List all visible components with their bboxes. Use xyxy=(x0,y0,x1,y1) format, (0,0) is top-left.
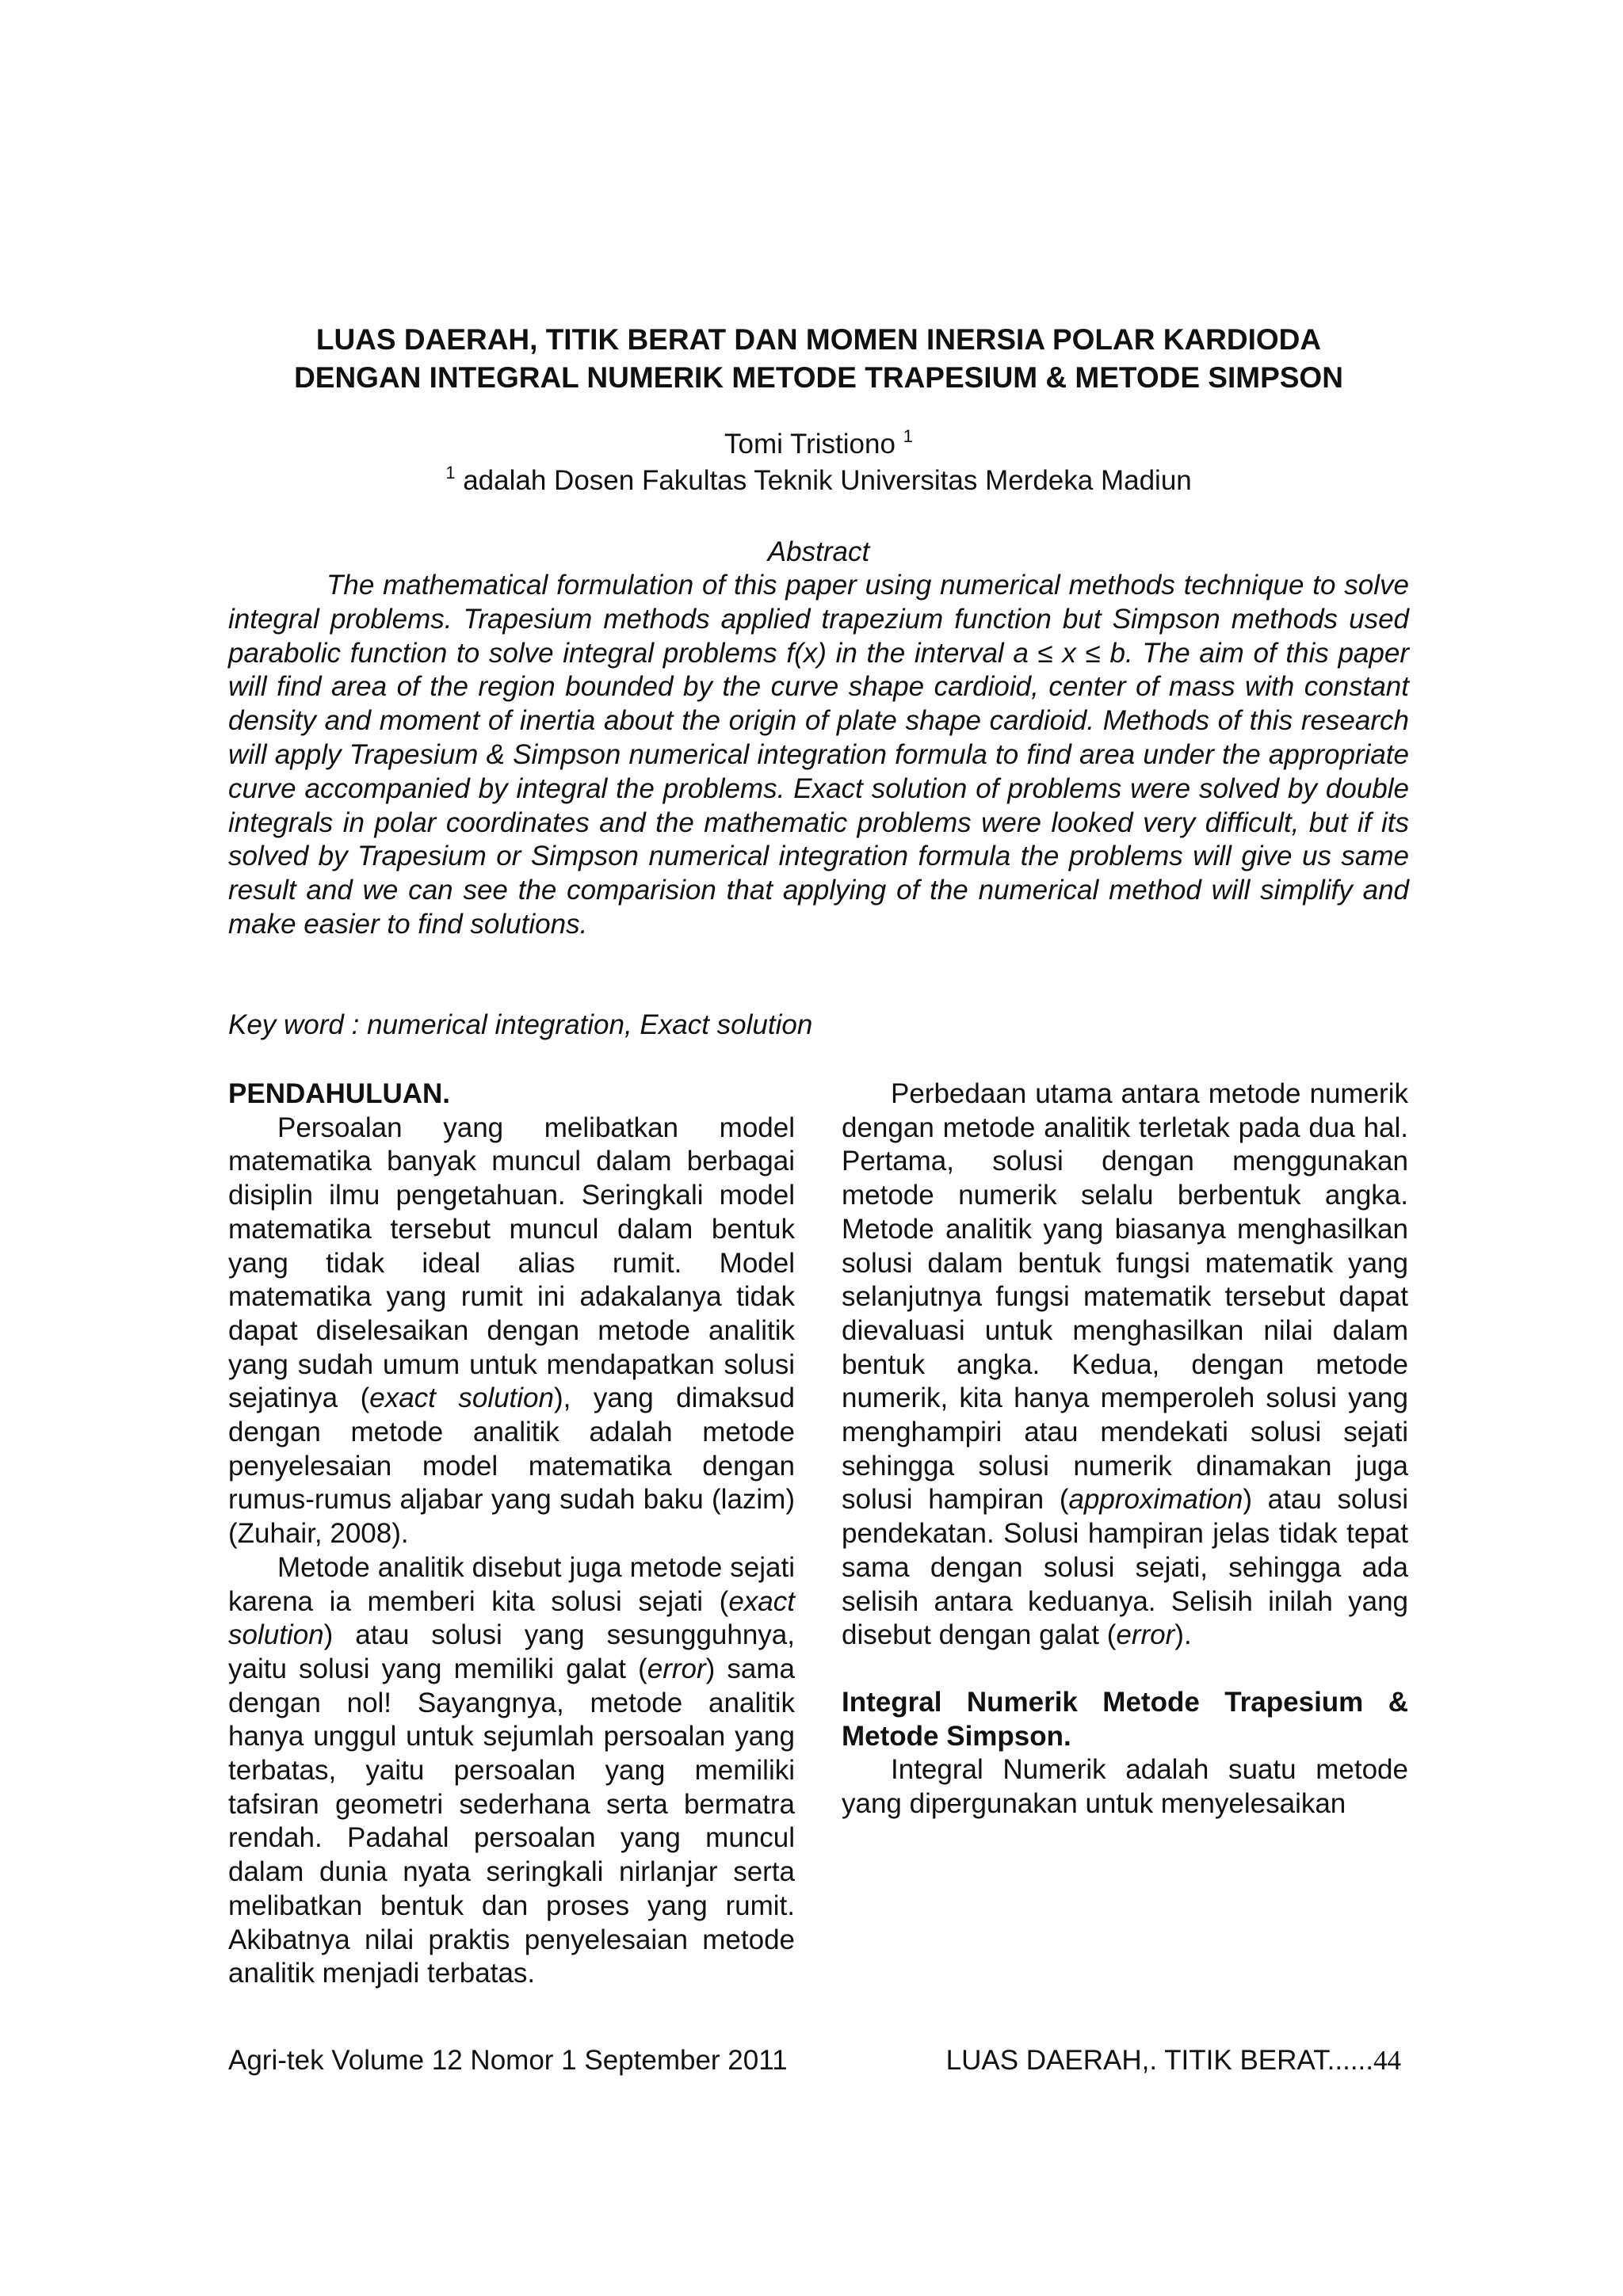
page-footer xyxy=(228,2042,1409,2079)
section-heading-pendahuluan: PENDAHULUAN. xyxy=(228,1078,450,1109)
paper-title-line-1: LUAS DAERAH, TITIK BERAT DAN MOMEN INERSIA POLAR KARDIODA xyxy=(315,323,1322,356)
paragraph-2: Metode analitik disebut juga metode sejati karena ia memberi kita solusi sejati (exact solution) atau solusi yang sesungguhnya, yaitu solusi yang memiliki galat (error) sama dengan nol! Sayangnya, metode analitik hanya unggul untuk sejumlah persoalan yang terbatas, yaitu persoalan yang memiliki tafsiran geometri sederhana serta bermatra rendah. Padahal persoalan yang muncul dalam dunia nyata seringkali nirlanjar serta melibatkan bentuk dan proses yang rumit. Akibatnya nilai praktis penyelesaian metode analitik menjadi terbatas. xyxy=(228,1551,795,1989)
author-name: Tomi Tristiono xyxy=(724,429,896,460)
term-error: error xyxy=(1116,1619,1175,1651)
left-column xyxy=(228,1077,795,1991)
affiliation-text: adalah Dosen Fakultas Teknik Universitas Merdeka Madiun xyxy=(463,465,1192,496)
paragraph-1: Persoalan yang melibatkan model matematika banyak muncul dalam berbagai disiplin ilmu pengetahuan. Seringkali model matematika tersebut muncul dalam bentuk yang tidak ideal alias rumit. Model matematika yang rumit ini adakalanya tidak dapat diselesaikan dengan metode analitik yang sudah umum untuk mendapatkan solusi sejatinya (exact solution), yang dimaksud dengan metode analitik adalah metode penyelesaian model matematika dengan rumus-rumus aljabar yang sudah baku (lazim) (Zuhair, 2008). xyxy=(228,1112,795,1550)
abstract-heading: Abstract xyxy=(767,536,870,567)
affiliation-line xyxy=(228,463,1409,499)
footer-journal: Agri-tek Volume 12 Nomor 1 September 2011 xyxy=(228,2045,788,2076)
footer-running-title: LUAS DAERAH,. TITIK BERAT......44 xyxy=(945,2045,1401,2076)
term-error: error xyxy=(647,1653,706,1684)
right-column xyxy=(842,1077,1408,1821)
keywords: Key word : numerical integration, Exact solution xyxy=(228,1009,813,1040)
paper-title xyxy=(228,321,1409,397)
author-block xyxy=(228,426,1409,499)
author-name-line xyxy=(228,426,1409,463)
paper-title-line-2: DENGAN INTEGRAL NUMERIK METODE TRAPESIUM & METODE SIMPSON xyxy=(294,361,1343,394)
term-exact-solution: exact solution xyxy=(228,1585,795,1651)
paragraph-3: Perbedaan utama antara metode numerik dengan metode analitik terletak pada dua hal. Pertama, solusi dengan menggunakan metode numerik selalu berbentuk angka. Metode analitik yang biasanya menghasilkan solusi dalam bentuk fungsi matematik yang selanjutnya fungsi matematik tersebut dapat dievaluasi untuk menghasilkan nilai dalam bentuk angka. Kedua, dengan metode numerik, kita hanya memperoleh solusi yang menghampiri atau mendekati solusi sejati sehingga solusi numerik dinamakan juga solusi hampiran (approximation) atau solusi pendekatan. Solusi hampiran jelas tidak tepat sama dengan solusi sejati, sehingga ada selisih antara keduanya. Selisih inilah yang disebut dengan galat (error). xyxy=(842,1078,1408,1651)
term-exact-solution: exact solution xyxy=(369,1383,554,1414)
section-heading-integral-numerik: Integral Numerik Metode Trapesium & Metode Simpson. xyxy=(842,1686,1408,1752)
abstract-text: The mathematical formulation of this paper using numerical methods technique to solve integral problems. Trapesium methods applied trapezium function but Simpson methods used parabolic function to solve integral problems f(x) in the interval a ≤ x ≤ b. The aim of this paper will find area of the region bounded by the curve shape cardioid, center of mass with constant density and moment of inertia about the origin of plate shape cardioid. Methods of this research will apply Trapesium & Simpson numerical integration formula to find area under the appropriate curve accompanied by integral the problems. Exact solution of problems were solved by double integrals in polar coordinates and the mathematic problems were looked very difficult, but if its solved by Trapesium or Simpson numerical integration formula the problems will give us same result and we can see the comparision that applying of the numerical method will simplify and make easier to find solutions. xyxy=(228,570,1409,940)
page-number: 44 xyxy=(1373,2045,1401,2076)
term-approximation: approximation xyxy=(1068,1484,1243,1516)
paragraph-4: Integral Numerik adalah suatu metode yang dipergunakan untuk menyelesaikan xyxy=(842,1754,1408,1820)
author-affiliation-mark: 1 xyxy=(903,426,913,446)
affiliation-mark: 1 xyxy=(445,463,456,482)
